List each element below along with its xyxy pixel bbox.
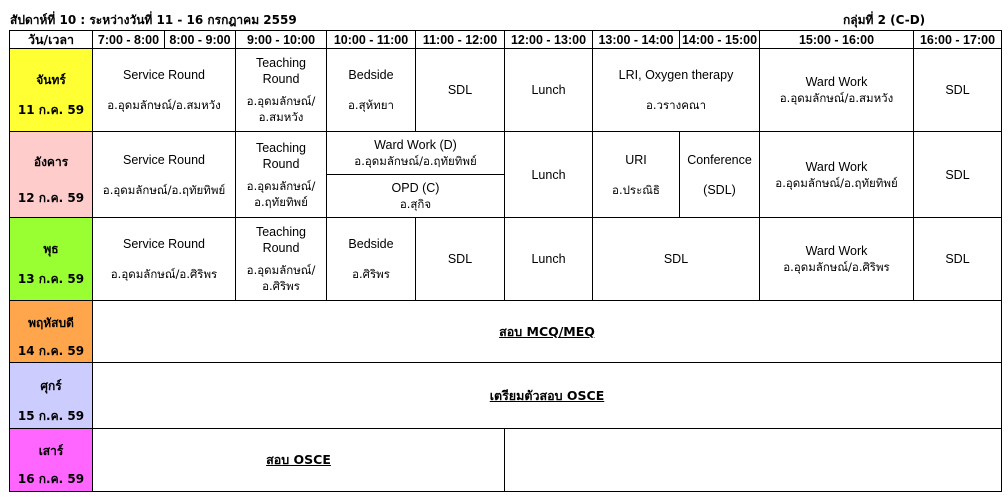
service-round-title: Service Round bbox=[123, 152, 205, 167]
service-round-cell bbox=[93, 218, 236, 301]
day-name: จันทร์ bbox=[36, 73, 66, 87]
col-header-1011: 10:00 - 11:00 bbox=[327, 31, 416, 49]
bedside-staff: อ.สุห้ทยา bbox=[348, 98, 394, 112]
day-name: ศุกร์ bbox=[40, 378, 62, 393]
col-header-1617: 16:00 - 17:00 bbox=[914, 31, 1002, 49]
day-date: 12 ก.ค. 59 bbox=[17, 190, 85, 205]
sdl-cell: SDL bbox=[914, 132, 1002, 218]
col-header-0809: 8:00 - 9:00 bbox=[165, 31, 236, 49]
group-label: กลุ่มที่ 2 (C-D) bbox=[843, 13, 926, 27]
teaching-round-title: Teaching Round bbox=[255, 225, 307, 255]
sdl-cell: SDL bbox=[416, 49, 505, 132]
uri-staff: อ.ประณิธิ bbox=[612, 182, 660, 197]
service-round-title: Service Round bbox=[123, 237, 205, 251]
teaching-round-cell bbox=[236, 49, 327, 132]
ward-work-cell bbox=[760, 218, 914, 301]
col-header-1314: 13:00 - 14:00 bbox=[593, 31, 680, 49]
opd-staff: อ.สุกิจ bbox=[399, 197, 432, 211]
day-date: 13 ก.ค. 59 bbox=[17, 272, 85, 286]
service-round-cell bbox=[93, 49, 236, 132]
conference-title: Conference bbox=[687, 152, 752, 167]
schedule-table bbox=[9, 30, 1002, 492]
ward-work-staff: อ.อุดมลักษณ์/อ.ฤทัยทิพย์ bbox=[775, 175, 898, 190]
conference-cell bbox=[680, 132, 760, 218]
teaching-round-staff: อ.อุดมลักษณ์/อ.ฤทัยทิพย์ bbox=[246, 178, 316, 209]
service-round-cell bbox=[93, 132, 236, 218]
ward-work-d-title: Ward Work (D) bbox=[374, 138, 457, 152]
opd-title: OPD (C) bbox=[391, 181, 440, 195]
uri-title: URI bbox=[625, 152, 647, 167]
ward-work-d-staff: อ.อุดมลักษณ์/อ.ฤทัยทิพย์ bbox=[354, 154, 477, 168]
lunch-cell: Lunch bbox=[505, 218, 593, 301]
lri-staff: อ.วรางคณา bbox=[645, 98, 707, 112]
row-friday bbox=[10, 363, 1002, 429]
ward-work-title: Ward Work bbox=[805, 244, 868, 258]
row-thursday bbox=[10, 301, 1002, 363]
exam-mcq-cell: สอบ MCQ/MEQ bbox=[93, 301, 1002, 363]
ward-work-cell bbox=[760, 132, 914, 218]
row-monday bbox=[10, 49, 1002, 132]
service-round-staff: อ.อุดมลักษณ์/อ.ฤทัยทิพย์ bbox=[102, 182, 226, 197]
bedside-title: Bedside bbox=[348, 68, 394, 82]
ward-work-title: Ward Work bbox=[805, 159, 868, 174]
sdl-cell: SDL bbox=[416, 218, 505, 301]
col-header-1213: 12:00 - 13:00 bbox=[505, 31, 593, 49]
ward-work-staff: อ.อุดมลักษณ์/อ.ศิริพร bbox=[783, 260, 890, 274]
teaching-round-title: Teaching Round bbox=[255, 56, 307, 86]
sdl-cell: SDL bbox=[914, 218, 1002, 301]
day-cell-monday bbox=[10, 49, 93, 132]
week-range-title: สัปดาห์ที่ 10 : ระหว่างวันที่ 11 - 16 กรกฎาคม 2559 bbox=[10, 13, 297, 27]
row-tuesday bbox=[10, 132, 1002, 175]
day-date: 15 ก.ค. 59 bbox=[17, 408, 85, 423]
row-wednesday bbox=[10, 218, 1002, 301]
service-round-staff: อ.อุดมลักษณ์/อ.สมหวัง bbox=[107, 98, 221, 112]
teaching-round-cell bbox=[236, 132, 327, 218]
service-round-title: Service Round bbox=[123, 68, 205, 82]
uri-cell bbox=[593, 132, 680, 218]
bedside-title: Bedside bbox=[348, 237, 394, 251]
col-header-1415: 14:00 - 15:00 bbox=[680, 31, 760, 49]
col-header-1112: 11:00 - 12:00 bbox=[416, 31, 505, 49]
col-header-daytime: วัน/เวลา bbox=[10, 31, 93, 49]
service-round-staff: อ.อุดมลักษณ์/อ.ศิริพร bbox=[110, 267, 218, 281]
day-cell-wednesday bbox=[10, 218, 93, 301]
lri-title: LRI, Oxygen therapy bbox=[618, 68, 734, 82]
day-date: 11 ก.ค. 59 bbox=[17, 103, 85, 117]
ward-work-title: Ward Work bbox=[805, 75, 868, 89]
day-cell-tuesday bbox=[10, 132, 93, 218]
col-header-0708: 7:00 - 8:00 bbox=[93, 31, 165, 49]
teaching-round-cell bbox=[236, 218, 327, 301]
bedside-cell bbox=[327, 49, 416, 132]
day-date: 14 ก.ค. 59 bbox=[17, 343, 85, 358]
bedside-cell bbox=[327, 218, 416, 301]
ward-work-staff: อ.อุดมลักษณ์/อ.สมหวัง bbox=[779, 91, 894, 105]
day-cell-friday bbox=[10, 363, 93, 429]
lunch-cell: Lunch bbox=[505, 49, 593, 132]
header-row bbox=[10, 31, 1002, 49]
lri-cell bbox=[593, 49, 760, 132]
osce-prep-cell: เตรียมตัวสอบ OSCE bbox=[93, 363, 1002, 429]
ward-work-cell bbox=[760, 49, 914, 132]
sdl-afternoon-cell: SDL bbox=[593, 218, 760, 301]
col-header-0910: 9:00 - 10:00 bbox=[236, 31, 327, 49]
sdl-cell: SDL bbox=[914, 49, 1002, 132]
osce-exam-cell: สอบ OSCE bbox=[93, 429, 505, 492]
day-name: อังคาร bbox=[33, 154, 69, 169]
day-name: พฤหัสบดี bbox=[28, 315, 74, 330]
row-saturday bbox=[10, 429, 1002, 492]
day-cell-saturday bbox=[10, 429, 93, 492]
day-date: 16 ก.ค. 59 bbox=[17, 472, 85, 486]
day-name: เสาร์ bbox=[38, 444, 64, 458]
teaching-round-staff: อ.อุดมลักษณ์/อ.ศิริพร bbox=[246, 263, 316, 293]
day-cell-thursday bbox=[10, 301, 93, 363]
conference-sub: (SDL) bbox=[703, 182, 736, 197]
bedside-staff: อ.ศิริพร bbox=[352, 267, 390, 281]
ward-work-d-cell bbox=[327, 132, 505, 175]
day-name: พุธ bbox=[43, 242, 59, 256]
empty-cell bbox=[505, 429, 1002, 492]
lunch-cell: Lunch bbox=[505, 132, 593, 218]
teaching-round-staff: อ.อุดมลักษณ์/อ.สมหวัง bbox=[246, 94, 316, 124]
col-header-1516: 15:00 - 16:00 bbox=[760, 31, 914, 49]
opd-cell bbox=[327, 175, 505, 218]
teaching-round-title: Teaching Round bbox=[255, 140, 307, 171]
